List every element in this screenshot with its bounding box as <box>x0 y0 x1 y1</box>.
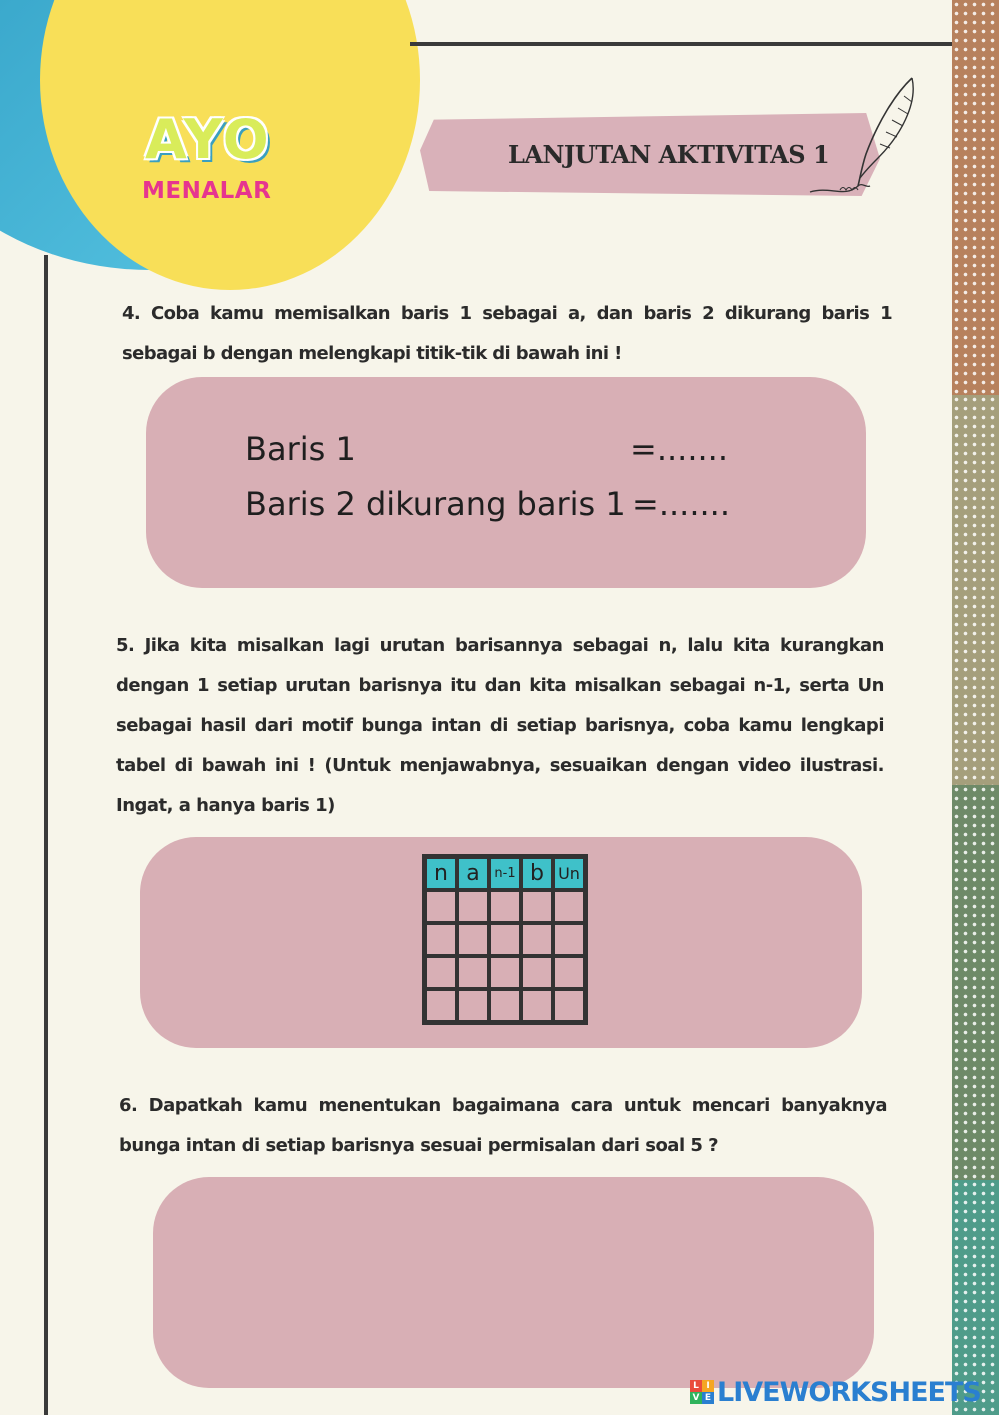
top-frame-line <box>410 42 955 46</box>
table-header-un: Un <box>553 857 586 891</box>
fill-line-1-label: Baris 1 <box>245 430 356 468</box>
table-header-n: n <box>425 857 458 891</box>
table-cell-input[interactable] <box>425 923 458 956</box>
feather-icon <box>800 74 925 199</box>
table-header-b: b <box>521 857 553 891</box>
table-row <box>425 956 586 989</box>
liveworksheets-logo-icon <box>690 1380 714 1404</box>
right-decorative-strip <box>952 0 999 1415</box>
logo-letter: V <box>690 1392 702 1404</box>
table-cell-input[interactable] <box>553 923 586 956</box>
table-header-n-minus-1: n-1 <box>489 857 521 891</box>
table-cell-input[interactable] <box>457 890 489 923</box>
fill-line-2-blank[interactable]: =....... <box>632 485 731 523</box>
answer-box-6[interactable] <box>153 1177 874 1388</box>
question-5-text: 5. Jika kita misalkan lagi urutan barisannya sebagai n, lalu kita kurangkan dengan 1 setiap urutan barisnya itu dan kita misalkan sebagai n-1, serta Un sebagai hasil dari motif bunga intan di setiap barisnya, coba kamu lengkapi tabel di bawah ini ! (Untuk menjawabnya, sesuaikan dengan video ilustrasi. Ingat, a hanya baris 1) <box>116 635 884 816</box>
ayo-heading: AYO <box>145 108 271 171</box>
table-row <box>425 923 586 956</box>
strip-band-green <box>952 785 999 1180</box>
question-6-text: 6. Dapatkah kamu menentukan bagaimana cara untuk mencari banyaknya bunga intan di setiap barisnya sesuai permisalan dari soal 5 ? <box>119 1095 887 1156</box>
table-cell-input[interactable] <box>521 890 553 923</box>
table-cell-input[interactable] <box>425 956 458 989</box>
table-cell-input[interactable] <box>553 956 586 989</box>
logo-letter: E <box>702 1392 714 1404</box>
liveworksheets-text: LIVEWORKSHEETS <box>717 1376 981 1408</box>
table-header-row <box>425 857 586 891</box>
strip-band-brown <box>952 0 999 395</box>
menalar-heading: MENALAR <box>142 178 272 204</box>
fill-line-1-blank[interactable]: =....... <box>630 430 729 468</box>
fill-line-2-label: Baris 2 dikurang baris 1 <box>245 485 626 523</box>
strip-band-khaki <box>952 395 999 785</box>
table-row <box>425 989 586 1023</box>
table-cell-input[interactable] <box>521 923 553 956</box>
table-cell-input[interactable] <box>489 890 521 923</box>
table-row <box>425 890 586 923</box>
logo-letter: L <box>690 1380 702 1392</box>
answer-box-4 <box>146 377 866 588</box>
left-frame-line <box>44 255 48 1415</box>
table-cell-input[interactable] <box>425 989 458 1023</box>
logo-letter: I <box>702 1380 714 1392</box>
question-4-text: 4. Coba kamu memisalkan baris 1 sebagai a, dan baris 2 dikurang baris 1 sebagai b dengan melengkapi titik-tik di bawah ini ! <box>122 303 892 364</box>
table-cell-input[interactable] <box>425 890 458 923</box>
table-cell-input[interactable] <box>457 923 489 956</box>
table-header-a: a <box>457 857 489 891</box>
table-cell-input[interactable] <box>457 989 489 1023</box>
table-cell-input[interactable] <box>489 956 521 989</box>
page-title: LANJUTAN AKTIVITAS 1 <box>508 140 830 169</box>
table-cell-input[interactable] <box>521 989 553 1023</box>
table-cell-input[interactable] <box>553 890 586 923</box>
table-cell-input[interactable] <box>553 989 586 1023</box>
table-cell-input[interactable] <box>457 956 489 989</box>
liveworksheets-watermark <box>690 1377 981 1407</box>
table-cell-input[interactable] <box>489 989 521 1023</box>
table-cell-input[interactable] <box>521 956 553 989</box>
table-cell-input[interactable] <box>489 923 521 956</box>
answer-table <box>422 854 588 1025</box>
